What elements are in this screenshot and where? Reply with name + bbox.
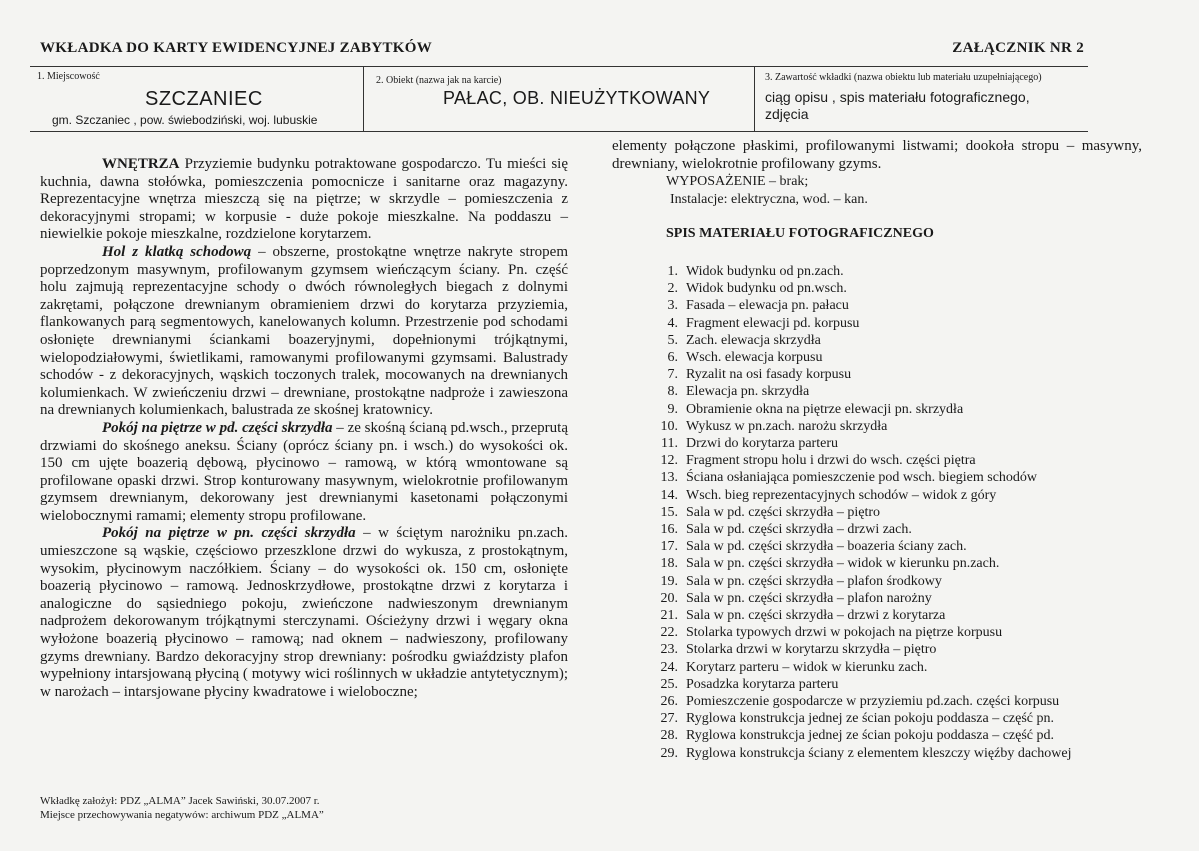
contents-value: ciąg opisu , spis materiału fotograficznego, zdjęcia <box>765 89 1030 122</box>
photo-title: Stolarka typowych drzwi w pokojach na piętrze korpusu <box>686 625 1003 641</box>
photo-title: Fragment stropu holu i drzwi do wsch. części piętra <box>686 453 976 469</box>
photo-number: 28. <box>660 728 678 744</box>
photo-list-item <box>652 280 1142 297</box>
photo-list-heading: SPIS MATERIAŁU FOTOGRAFICZNEGO <box>666 226 934 242</box>
photo-number: 27. <box>660 711 678 727</box>
photo-list-item <box>652 297 1142 314</box>
hall-heading: Hol z klatką schodową <box>102 243 252 260</box>
photo-title: Ryglowa konstrukcja jednej ze ścian pokoju poddasza – część pd. <box>686 728 1054 744</box>
photo-title: Ryzalit na osi fasady korpusu <box>686 367 852 383</box>
photo-list-item <box>652 727 1142 744</box>
header-rule-top <box>30 66 1088 67</box>
interiors-text: Przyziemie budynku potraktowane gospodarczo. Tu mieści się kuchnia, dawna stołówka, pomieszczenia pomocnicze i sanitarne oraz magazyny. Reprezentacyjne wnętrza mieszczą się na piętrze; w skrzydle – pomieszczenia z dekoracyjnymi stropami; w korpusie - duże pokoje mieszkalne. Na poddaszu – niewielkie pokoje mieszkalne, rozdzielone korytarzem. <box>40 156 568 243</box>
paragraph-north-room <box>40 525 568 701</box>
photo-number: 12. <box>660 453 678 469</box>
author-line: Wkładkę założył: PDZ „ALMA” Jacek Sawiński, 30.07.2007 r. <box>40 795 320 807</box>
description-left-column <box>40 156 568 701</box>
locality-sub: gm. Szczaniec , pow. świebodziński, woj. lubuskie <box>52 113 318 127</box>
photo-number: 22. <box>660 625 678 641</box>
photo-title: Korytarz parteru – widok w kierunku zach. <box>686 659 928 675</box>
photo-number: 2. <box>667 281 678 297</box>
photo-number: 5. <box>667 332 678 348</box>
photo-title: Wykusz w pn.zach. narożu skrzydła <box>686 418 888 434</box>
photo-number: 8. <box>667 384 678 400</box>
photo-title: Fasada – elewacja pn. pałacu <box>686 298 849 314</box>
photo-list-item <box>652 693 1142 710</box>
south-room-text: – ze skośną ścianą pd.wsch., przeprutą drzwiami do skośnego aneksu. Ściany (oprócz ściany pn. i wsch.) do wysokości ok. 150 cm ujęte boazerią dębową, płycinowo – ramową, w którą wmontowane są profilowane opaski drzwi. Strop konturowany masywnym, wielokrotnie profilowanym gzymsem drewnianym, dekorowany jest drewnianymi kasetonami połączonymi wielobocznymi ramami; elementy stropu profilowane. <box>40 419 568 524</box>
photo-number: 18. <box>660 556 678 572</box>
photo-title: Sala w pd. części skrzydła – drzwi zach. <box>686 522 912 538</box>
box-rule-bottom-left <box>30 131 363 132</box>
photo-title: Posadzka korytarza parteru <box>686 676 839 692</box>
installations-line: Instalacje: elektryczna, wod. – kan. <box>670 191 868 207</box>
photo-list-item <box>652 383 1142 400</box>
photo-title: Ryglowa konstrukcja ściany z elementem kleszczy więźby dachowej <box>686 745 1072 761</box>
continuation-text: elementy połączone płaskimi, profilowanymi listwami; dookoła stropu – masywny, drewniany, wielokrotnie profilowany gzyms. <box>612 138 1142 172</box>
paragraph-interiors <box>40 156 568 244</box>
photo-number: 25. <box>660 676 678 692</box>
storage-line: Miejsce przechowywania negatywów: archiwum PDZ „ALMA” <box>40 809 324 821</box>
photo-title: Fragment elewacji pd. korpusu <box>686 315 860 331</box>
interiors-heading: WNĘTRZA <box>102 156 180 172</box>
equipment-line: WYPOSAŻENIE – brak; <box>666 174 809 190</box>
locality-label: 1. Miejscowość <box>37 71 100 82</box>
photo-number: 15. <box>660 504 678 520</box>
annex-number: ZAŁĄCZNIK NR 2 <box>952 40 1084 56</box>
hall-text: – obszerne, prostokątne wnętrze nakryte stropem poprzedzonym masywnym, profilowanym gzymsem wieńczącym ściany. Pn. część holu zajmują reprezentacyjne schody o dwóch równoległych biegach z dolnymi zakrętami, połączone drewnianym obramieniem drzwi do korytarza przyziemia, flankowanych parą segmentowych, kanelowanych kolumn. Przestrzenie pod schodami osłonięte drewnianymi ściankami boazeryjnymi, dopełnionymi trójkątnymi, wielopodziałowymi, świetlikami, ramowanymi profilowanymi gzymsami. Balustrady schodów - z dekoracyjnych, wąskich toczonych tralek, mocowanych na drewnianych kolumienkach. W zwieńczeniu drzwi – drewniane, prostokątne nadproże i zawieszona na drewnianych kolumienkach, balustrada ze skośnej kratownicy. <box>40 243 569 419</box>
box-rule-bottom-mid <box>363 131 754 132</box>
photo-number: 4. <box>667 315 678 331</box>
photo-title: Ryglowa konstrukcja jednej ze ścian pokoju poddasza – część pn. <box>686 711 1054 727</box>
photo-number: 6. <box>667 349 678 365</box>
photo-number: 29. <box>660 745 678 761</box>
photo-list-item <box>652 573 1142 590</box>
photo-list-item <box>652 624 1142 641</box>
contents-label: 3. Zawartość wkładki (nazwa obiektu lub materiału uzupełniającego) <box>765 72 1042 83</box>
description-right-column <box>612 138 1142 762</box>
photo-list-item <box>652 555 1142 572</box>
photo-list-item <box>652 607 1142 624</box>
north-room-text: – w ściętym narożniku pn.zach. umieszczone są wąskie, częściowo przeszklone drzwi do wykusza, z prostokątnym, wysokim, płycinowym naczółkiem. Ściany – do wysokości ok. 150 cm, osłonięte boazerią płycinowo – ramową. Jednoskrzydłowe, prostokątne drzwi z korytarza i analogiczne do sąsiedniego pokoju, zwieńczone nadwieszonym drewnianym nadprożem dekorowanym trójkątnymi sterczynami. Ościeżyny drzwi i węgary okna wyłożone boazerią płycinowo – ramową; nad oknem – nadwieszony, profilowany gzyms drewniany. Bardzo dekoracyjny strop drewniany: pośrodku gwiaździsty plafon wypełniony intarsjowaną płyciną ( motywy wici roślinnych w układzie antytetycznym); w narożach – intarsjowane płyciny kwadratowe i wieloboczne; <box>40 525 568 700</box>
box-divider-1 <box>363 66 364 131</box>
photo-number: 20. <box>660 590 678 606</box>
photo-list-item <box>652 745 1142 762</box>
photo-title: Drzwi do korytarza parteru <box>686 436 838 451</box>
photo-list-item <box>652 349 1142 366</box>
document-title: WKŁADKA DO KARTY EWIDENCYJNEJ ZABYTKÓW <box>40 40 433 56</box>
photo-list-item <box>652 521 1142 538</box>
photo-title: Sala w pd. części skrzydła – piętro <box>686 504 880 520</box>
photo-list <box>612 263 1142 762</box>
photo-list-item <box>652 538 1142 555</box>
photo-list-item <box>652 315 1142 332</box>
photo-list-item <box>652 435 1142 452</box>
photo-number: 16. <box>660 522 678 538</box>
photo-number: 26. <box>660 694 678 710</box>
photo-list-item <box>652 418 1142 435</box>
photo-number: 3. <box>667 298 678 314</box>
locality-value: SZCZANIEC <box>145 88 263 110</box>
photo-number: 7. <box>667 367 678 383</box>
box-rule-bottom-right <box>754 131 1088 132</box>
photo-list-item <box>652 332 1142 349</box>
photo-list-item <box>652 659 1142 676</box>
photo-list-item <box>652 710 1142 727</box>
object-value: PAŁAC, OB. NIEUŻYTKOWANY <box>443 88 711 108</box>
photo-number: 10. <box>660 418 678 434</box>
photo-list-item <box>652 676 1142 693</box>
photo-title: Widok budynku od pn.wsch. <box>686 281 847 297</box>
photo-list-item <box>652 590 1142 607</box>
photo-number: 24. <box>660 659 678 675</box>
north-room-heading: Pokój na piętrze w pn. części skrzydła <box>102 525 356 542</box>
photo-title: Sala w pn. części skrzydła – plafon środkowy <box>686 573 942 589</box>
photo-title: Widok budynku od pn.zach. <box>686 263 844 279</box>
photo-number: 23. <box>660 642 678 658</box>
photo-number: 17. <box>660 539 678 555</box>
photo-title: Elewacja pn. skrzydła <box>686 384 810 400</box>
object-label: 2. Obiekt (nazwa jak na karcie) <box>376 75 502 86</box>
photo-list-item <box>652 487 1142 504</box>
photo-list-item <box>652 263 1142 280</box>
photo-title: Wsch. elewacja korpusu <box>686 349 823 365</box>
photo-title: Sala w pn. części skrzydła – plafon narożny <box>686 590 932 606</box>
photo-number: 13. <box>660 470 678 486</box>
photo-title: Sala w pn. części skrzydła – widok w kierunku pn.zach. <box>686 556 1000 572</box>
photo-number: 11. <box>661 436 678 451</box>
photo-list-item <box>652 366 1142 383</box>
box-divider-2 <box>754 66 755 131</box>
photo-list-item <box>652 504 1142 521</box>
photo-title: Obramienie okna na piętrze elewacji pn. skrzydła <box>686 401 964 417</box>
photo-number: 9. <box>667 401 678 417</box>
photo-title: Pomieszczenie gospodarcze w przyziemiu pd.zach. części korpusu <box>686 694 1060 710</box>
photo-number: 1. <box>667 263 678 279</box>
photo-number: 19. <box>660 573 678 589</box>
south-room-heading: Pokój na piętrze w pd. części skrzydła <box>102 419 333 436</box>
photo-title: Sala w pd. części skrzydła – boazeria ściany zach. <box>686 539 967 555</box>
photo-number: 21. <box>660 608 678 624</box>
photo-title: Ściana osłaniająca pomieszczenie pod wsch. biegiem schodów <box>686 470 1038 486</box>
paragraph-hall <box>40 244 568 420</box>
photo-title: Stolarka drzwi w korytarzu skrzydła – piętro <box>686 642 937 658</box>
photo-title: Wsch. bieg reprezentacyjnych schodów – widok z góry <box>686 487 997 503</box>
paragraph-south-room <box>40 420 568 526</box>
photo-title: Zach. elewacja skrzydła <box>686 332 821 348</box>
photo-list-item <box>652 469 1142 486</box>
photo-title: Sala w pn. części skrzydła – drzwi z korytarza <box>686 608 946 624</box>
photo-list-item <box>652 401 1142 418</box>
photo-number: 14. <box>660 487 678 503</box>
photo-list-item <box>652 452 1142 469</box>
photo-list-item <box>652 641 1142 658</box>
